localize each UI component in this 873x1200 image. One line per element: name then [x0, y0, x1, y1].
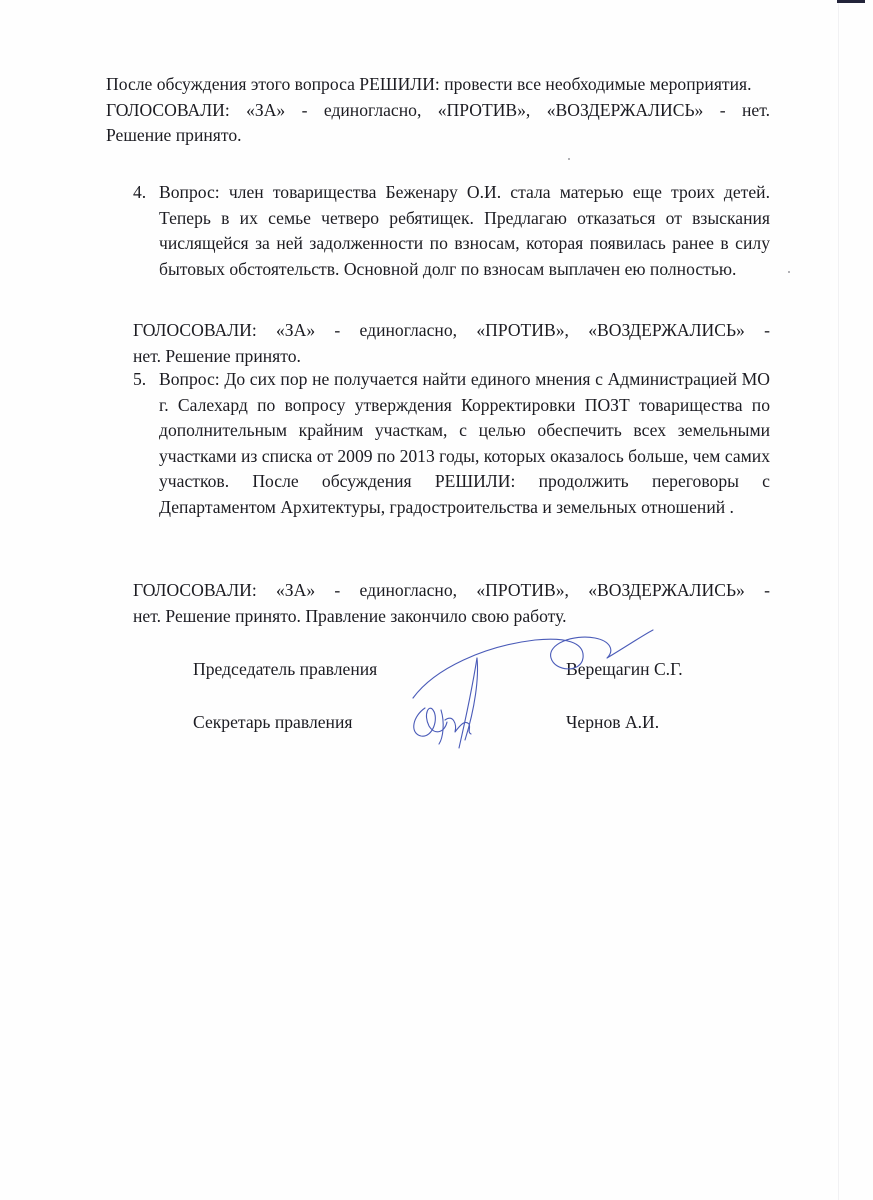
vote-line: ГОЛОСОВАЛИ: «ЗА» - единогласно, «ПРОТИВ», «ВОЗДЕРЖАЛИСЬ» - [133, 580, 770, 600]
item-number: 4. [133, 182, 147, 202]
agenda-item-5 [133, 367, 770, 520]
scan-speck [568, 158, 570, 160]
scan-speck [788, 271, 790, 273]
handwritten-signature [395, 628, 665, 758]
item-text: Вопрос: член товарищества Беженару О.И. стала матерью еще троих детей. Теперь в их семье четверо ребятищек. Предлагаю отказаться от взыскания числящейся за ней задолженности по взносам, которая появилась ранее в силу бытовых обстоятельств. Основной долг по взносам выплачен ею полностью. [159, 182, 770, 279]
agenda-item-4 [133, 180, 770, 282]
scan-corner-mark [837, 0, 865, 3]
intro-decision: После обсуждения этого вопроса РЕШИЛИ: провести все необходимые мероприятия. [106, 74, 752, 94]
secretary-title: Секретарь правления [193, 712, 353, 732]
scan-edge-line [838, 0, 839, 1200]
vote-section-4 [133, 318, 770, 369]
item-number: 5. [133, 369, 147, 389]
vote-result: нет. Решение принято. Правление закончило свою работу. [133, 605, 567, 626]
vote-section-5 [133, 578, 770, 629]
item-text: Вопрос: До сих пор не получается найти единого мнения с Администрацией МО г. Салехард по вопросу утверждения Корректировки ПОЗТ товарищества по дополнительным крайним участкам, с целью обеспечить всех земельными участками из списка от 2009 по 2013 годы, которых оказалось больше, чем самих участков. После обсуждения РЕШИЛИ: продолжить переговоры с Департаментом Архитектуры, градостроительства и земельных отношений . [159, 369, 770, 517]
chairman-title: Председатель правления [193, 659, 378, 679]
intro-section [106, 72, 770, 149]
intro-vote-line: ГОЛОСОВАЛИ: «ЗА» - единогласно, «ПРОТИВ», «ВОЗДЕРЖАЛИСЬ» - нет. [106, 99, 770, 120]
intro-result: Решение принято. [106, 125, 242, 145]
chairman-name: Верещагин С.Г. [566, 659, 683, 679]
vote-result: нет. Решение принято. [133, 345, 301, 366]
secretary-name: Чернов А.И. [566, 712, 660, 732]
vote-line: ГОЛОСОВАЛИ: «ЗА» - единогласно, «ПРОТИВ», «ВОЗДЕРЖАЛИСЬ» - [133, 320, 770, 340]
